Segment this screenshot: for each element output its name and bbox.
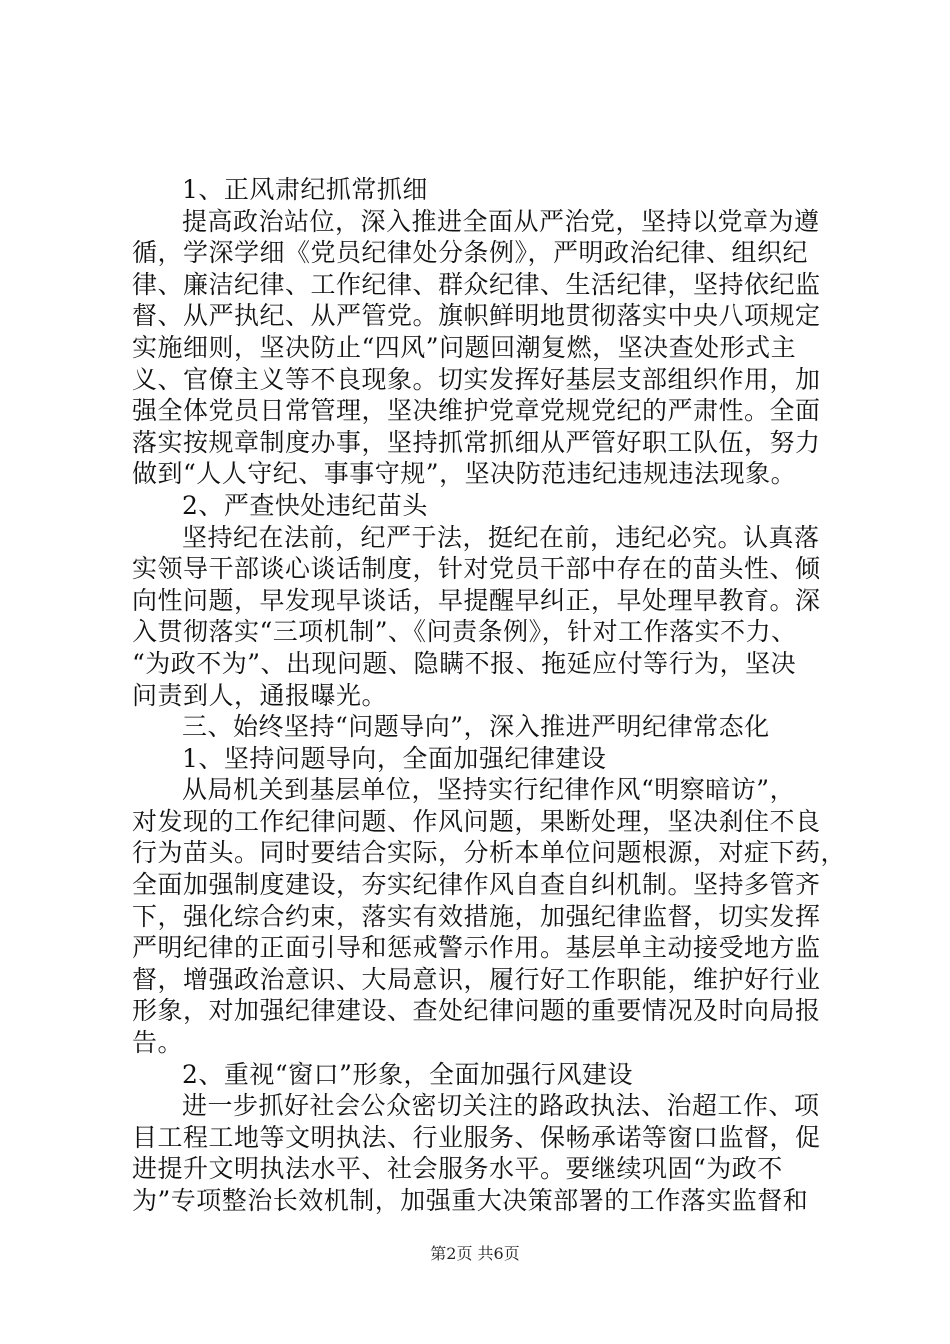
text-line: 2、严查快处违纪苗头 bbox=[182, 490, 428, 520]
document-body bbox=[132, 174, 847, 1217]
text-line: 义、官僚主义等不良现象。切实发挥好基层支部组织作用，加 bbox=[132, 364, 821, 394]
text-line: 下，强化综合约束，落实有效措施，加强纪律监督，切实发挥 bbox=[132, 901, 821, 931]
text-line: 律、廉洁纪律、工作纪律、群众纪律、生活纪律，坚持依纪监 bbox=[132, 269, 821, 299]
text-line: 入贯彻落实“三项机制”、《问责条例》，针对工作落实不力、 bbox=[132, 617, 797, 647]
text-line: 落实按规章制度办事，坚持抓常抓细从严管好职工队伍，努力 bbox=[132, 427, 821, 457]
text-line: 目工程工地等文明执法、行业服务、保畅承诺等窗口监督，促 bbox=[132, 1122, 821, 1152]
text-line: 循，学深学细《党员纪律处分条例》，严明政治纪律、组织纪 bbox=[132, 238, 809, 268]
text-line: 坚持纪在法前，纪严于法，挺纪在前，违纪必究。认真落 bbox=[182, 522, 820, 552]
text-line: 进一步抓好社会公众密切关注的路政执法、治超工作、项 bbox=[182, 1091, 820, 1121]
text-line: 督，增强政治意识、大局意识，履行好工作职能，维护好行业 bbox=[132, 964, 821, 994]
text-line: 三、始终坚持“问题导向”，深入推进严明纪律常态化 bbox=[182, 712, 770, 742]
text-line: 告。 bbox=[132, 1028, 184, 1058]
text-line: 做到“人人守纪、事事守规”，坚决防范违纪违规违法现象。 bbox=[132, 459, 797, 489]
text-line: 向性问题，早发现早谈话，早提醒早纠正，早处理早教育。深 bbox=[132, 585, 821, 615]
page-footer: 第2页 共6页 bbox=[430, 1244, 520, 1263]
text-line: 强全体党员日常管理，坚决维护党章党规党纪的严肃性。全面 bbox=[132, 396, 821, 426]
text-line: 2、重视“窗口”形象，全面加强行风建设 bbox=[182, 1059, 633, 1089]
text-line: 对发现的工作纪律问题、作风问题，果断处理，坚决刹住不良 bbox=[132, 806, 821, 836]
text-line: 问责到人，通报曝光。 bbox=[132, 680, 388, 710]
text-line: 实领导干部谈心谈话制度，针对党员干部中存在的苗头性、倾 bbox=[132, 554, 821, 584]
text-line: 为”专项整治长效机制，加强重大决策部署的工作落实监督和 bbox=[132, 1186, 809, 1215]
text-line: 形象，对加强纪律建设、查处纪律问题的重要情况及时向局报 bbox=[132, 996, 821, 1026]
text-line: 全面加强制度建设，夯实纪律作风自查自纠机制。坚持多管齐 bbox=[132, 870, 821, 900]
text-line: 督、从严执纪、从严管党。旗帜鲜明地贯彻落实中央八项规定 bbox=[132, 301, 821, 331]
text-line: 实施细则，坚决防止“四风”问题回潮复燃，坚决查处形式主 bbox=[132, 332, 797, 362]
text-line: 从局机关到基层单位，坚持实行纪律作风“明察暗访”， bbox=[182, 775, 796, 805]
text-line: 提高政治站位，深入推进全面从严治党，坚持以党章为遵 bbox=[182, 206, 820, 236]
text-line: 1、正风肃纪抓常抓细 bbox=[182, 175, 428, 204]
text-line: 进提升文明执法水平、社会服务水平。要继续巩固“为政不 bbox=[132, 1154, 783, 1184]
text-line: 行为苗头。同时要结合实际，分析本单位问题根源，对症下药， bbox=[132, 838, 847, 868]
text-line: 1、坚持问题导向，全面加强纪律建设 bbox=[182, 743, 607, 773]
text-line: “为政不为”、出现问题、隐瞒不报、拖延应付等行为，坚决 bbox=[132, 648, 797, 678]
text-line: 严明纪律的正面引导和惩戒警示作用。基层单主动接受地方监 bbox=[132, 933, 821, 963]
